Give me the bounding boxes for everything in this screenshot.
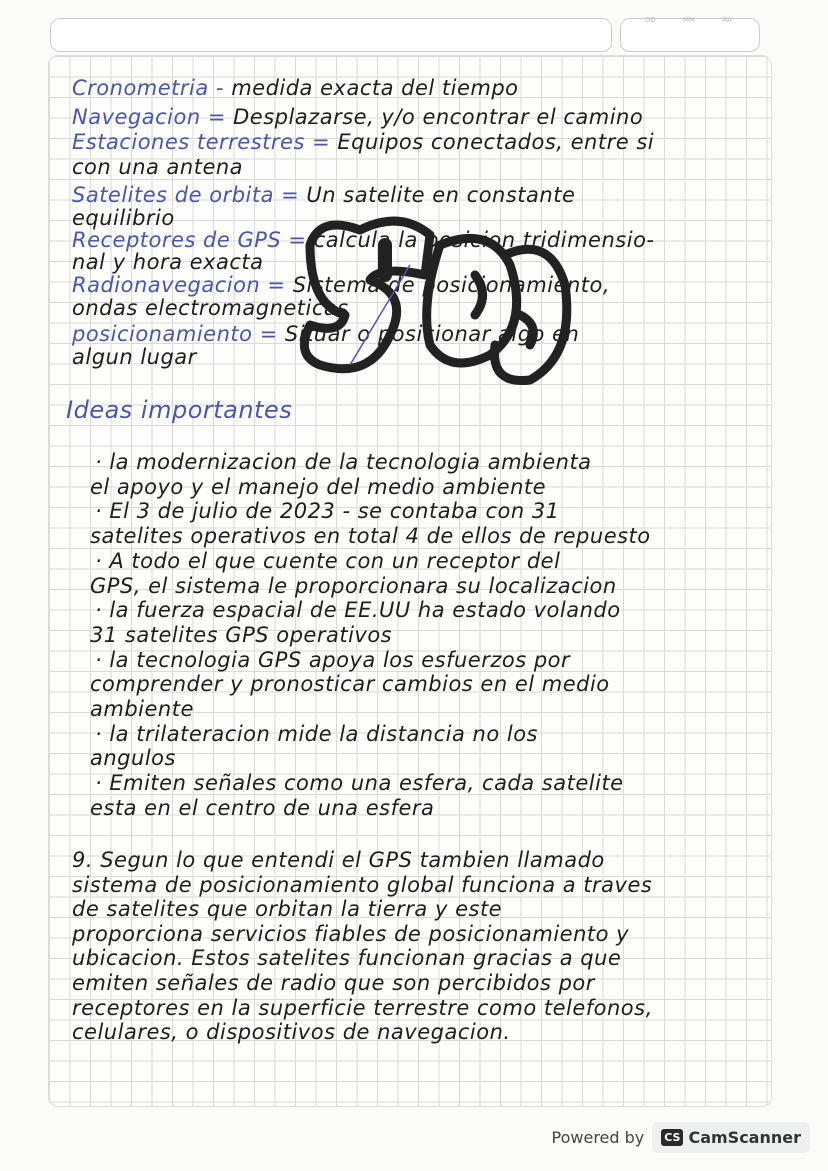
stamp-doodle-icon	[290, 205, 580, 395]
definition-text: Sistema de posicionamiento,	[285, 273, 611, 297]
definition-text: algun lugar	[72, 345, 197, 369]
answer-line: proporciona servicios fiables de posicionamiento y	[72, 921, 630, 946]
answer-line: de satelites que orbitan la tierra y este	[72, 897, 503, 922]
idea-line: 31 satelites GPS operativos	[90, 622, 393, 647]
answer-line: ubicacion. Estos satelites funcionan gracias a que	[72, 946, 622, 971]
definition-line	[72, 76, 519, 100]
idea-line: · Emiten señales como una esfera, cada satelite	[95, 771, 624, 796]
idea-line: GPS, el sistema le proporcionara su localizacion	[90, 573, 617, 598]
idea-line: · la trilateracion mide la distancia no los	[95, 721, 538, 746]
definition-line	[72, 250, 264, 274]
definition-text: equilibrio	[72, 206, 175, 230]
idea-line: el apoyo y el manejo del medio ambiente	[90, 474, 547, 499]
definition-text: Equipos conectados, entre si	[330, 130, 655, 154]
answer-line: receptores en la superficie terrestre como telefonos,	[72, 995, 653, 1020]
definition-line	[72, 105, 643, 129]
idea-line: angulos	[90, 746, 176, 771]
brand-name: CamScanner	[688, 1128, 801, 1147]
definition-term: Radionavegacion =	[72, 273, 286, 297]
date-label-year: AA	[722, 16, 732, 24]
definition-text: Desplazarse, y/o encontrar el camino	[225, 105, 644, 129]
definition-line	[72, 206, 175, 230]
definition-term: Satelites de orbita =	[72, 183, 300, 207]
camscanner-footer	[552, 1122, 810, 1153]
definition-text: Situar o posicionar algo en	[277, 322, 580, 346]
definition-text: ondas electromagneticas	[72, 296, 349, 320]
idea-line: ambiente	[90, 697, 194, 721]
definition-line	[72, 183, 575, 207]
definition-line	[72, 130, 654, 154]
idea-line: · la fuerza espacial de EE.UU ha estado volando	[95, 598, 621, 623]
definition-term: Estaciones terrestres =	[72, 130, 331, 154]
definition-line	[72, 155, 243, 179]
idea-line: · la modernizacion de la tecnologia ambienta	[95, 450, 592, 474]
definition-term: Navegacion =	[72, 105, 226, 129]
idea-line: comprender y pronosticar cambios en el medio	[90, 672, 610, 697]
date-label-month: MM	[683, 16, 696, 24]
definition-term: Receptores de GPS =	[72, 228, 307, 252]
idea-line: satelites operativos en total 4 de ellos de repuesto	[90, 524, 651, 549]
camscanner-icon: CS	[661, 1129, 683, 1146]
definition-text: con una antena	[72, 155, 244, 179]
idea-line: · la tecnologia GPS apoya los esfuerzos por	[95, 647, 571, 672]
idea-line: · A todo el que cuente con un receptor del	[95, 548, 561, 573]
definition-term: posicionamiento =	[72, 322, 278, 346]
answer-line: 9. Segun lo que entendi el GPS tambien llamado	[72, 848, 605, 872]
definition-text: nal y hora exacta	[72, 250, 264, 274]
answer-line: celulares, o dispositivos de navegacion.	[72, 1020, 511, 1045]
definition-term: Cronometria -	[72, 76, 225, 100]
powered-by-text: Powered by	[551, 1128, 645, 1147]
header-title-box	[50, 18, 612, 52]
idea-line: esta en el centro de una esfera	[90, 795, 435, 820]
definition-text: medida exacta del tiempo	[224, 76, 519, 100]
answer-line: emiten señales de radio que son percibidos por	[72, 971, 595, 995]
answer-line: sistema de posicionamiento global funciona a traves	[72, 872, 653, 897]
ideas-heading: Ideas importantes	[66, 396, 293, 424]
definition-text: calcula la posicion tridimensio-	[306, 228, 655, 252]
idea-line: · El 3 de julio de 2023 - se contaba con 31	[95, 499, 560, 524]
definition-line	[72, 345, 197, 369]
date-label-day: DD	[645, 16, 656, 24]
definition-text: Un satelite en constante	[299, 183, 576, 207]
camscanner-logo	[652, 1122, 810, 1153]
